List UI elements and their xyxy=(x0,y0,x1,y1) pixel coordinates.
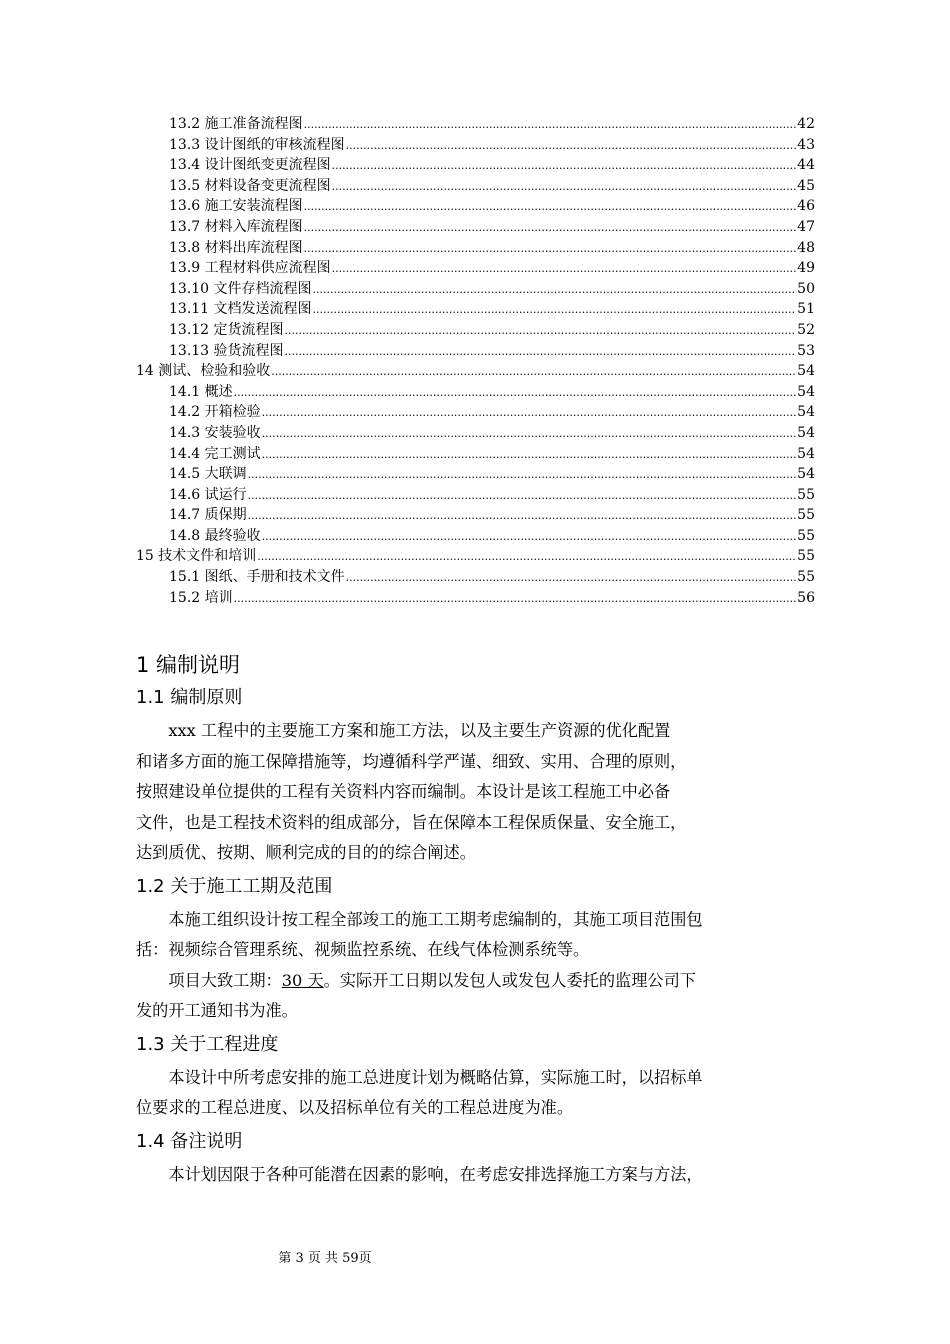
section-heading-1-4: 1.4 备注说明 xyxy=(136,1130,243,1152)
toc-entry-title: 13.9 工程材料供应流程图 xyxy=(169,260,331,277)
para-line: 发的开工通知书为准。 xyxy=(136,1001,298,1020)
toc-entry[interactable] xyxy=(136,195,815,216)
paragraph-1-4 xyxy=(136,1160,818,1191)
para-text: 。实际开工日期以发包人或发包人委托的监理公司下 xyxy=(323,970,696,990)
toc-entry-page: 54 xyxy=(797,466,815,483)
toc-leader-dots xyxy=(332,178,797,194)
para-line: 本施工组织设计按工程全部竣工的施工工期考虑编制的，其施工项目范围包 xyxy=(168,909,703,929)
toc-leader-dots xyxy=(285,343,797,359)
toc-entry[interactable] xyxy=(136,175,815,196)
toc-entry-title: 14.3 安装验收 xyxy=(169,424,261,441)
toc-entry-page: 42 xyxy=(797,116,815,132)
toc-entry[interactable] xyxy=(136,257,815,278)
toc-entry-page: 55 xyxy=(797,569,815,586)
toc-entry[interactable] xyxy=(136,401,815,422)
toc-leader-dots xyxy=(285,322,797,338)
para-line: 位要求的工程总进度、以及招标单位有关的工程总进度为准。 xyxy=(136,1098,574,1117)
toc-entry-title: 13.8 材料出库流程图 xyxy=(169,239,303,256)
toc-entry-title: 14.4 完工测试 xyxy=(169,445,261,462)
toc-entry-page: 55 xyxy=(797,507,815,524)
toc-entry[interactable] xyxy=(136,340,815,361)
toc-entry-title: 14.8 最终验收 xyxy=(169,527,261,544)
toc-entry[interactable] xyxy=(136,566,815,587)
toc-entry-page: 54 xyxy=(797,363,815,380)
toc-entry[interactable] xyxy=(136,237,815,258)
toc-entry-page: 50 xyxy=(797,280,815,297)
toc-leader-dots xyxy=(313,301,797,317)
toc-entry-title: 14 测试、检验和验收 xyxy=(136,363,271,380)
toc-entry-title: 13.7 材料入库流程图 xyxy=(169,218,303,235)
toc-entry-title: 14.6 试运行 xyxy=(169,486,247,503)
para-line: 达到质优、按期、顺利完成的目的的综合阐述。 xyxy=(136,843,476,862)
toc-leader-dots xyxy=(304,219,797,235)
toc-entry-title: 13.4 设计图纸变更流程图 xyxy=(169,157,331,174)
toc-leader-dots xyxy=(234,384,797,400)
toc-entry[interactable] xyxy=(136,298,815,319)
para-line: 和诸多方面的施工保障措施等，均遵循科学严谨、细致、实用、合理的原则， xyxy=(136,751,687,771)
toc-entry-page: 53 xyxy=(797,342,815,359)
toc-leader-dots xyxy=(332,157,797,173)
document-body xyxy=(136,646,818,1190)
toc-entry-title: 13.3 设计图纸的审核流程图 xyxy=(169,136,345,153)
toc-leader-dots xyxy=(248,487,797,503)
toc-entry-page: 46 xyxy=(797,198,815,215)
toc-leader-dots xyxy=(346,569,797,585)
section-heading-1: 1 编制说明 xyxy=(136,653,241,677)
toc-entry-page: 54 xyxy=(797,445,815,462)
toc-entry-title: 13.5 材料设备变更流程图 xyxy=(169,177,331,194)
toc-entry-page: 47 xyxy=(797,218,815,235)
toc-entry-title: 13.6 施工安装流程图 xyxy=(169,198,303,215)
toc-leader-dots xyxy=(313,281,797,297)
toc-leader-dots xyxy=(346,137,797,153)
para-text: 项目大致工期： xyxy=(168,970,282,990)
toc-leader-dots xyxy=(304,116,797,132)
paragraph-1-3 xyxy=(136,1063,818,1124)
toc-entry-page: 52 xyxy=(797,321,815,338)
toc-entry[interactable] xyxy=(136,278,815,299)
toc-entry[interactable] xyxy=(136,319,815,340)
toc-entry[interactable] xyxy=(136,587,815,608)
toc-entry-title: 14.2 开箱检验 xyxy=(169,404,261,421)
toc-entry[interactable] xyxy=(136,134,815,155)
para-line: 文件，也是工程技术资料的组成部分，旨在保障本工程保质保量、安全施工， xyxy=(136,812,687,832)
toc-entry-page: 51 xyxy=(797,301,815,318)
toc-entry-page: 43 xyxy=(797,136,815,153)
toc-entry-page: 55 xyxy=(797,548,815,565)
toc-leader-dots xyxy=(234,590,797,606)
toc-entry[interactable] xyxy=(136,381,815,402)
toc-entry-page: 56 xyxy=(797,589,815,606)
para-line: 本计划因限于各种可能潜在因素的影响，在考虑安排选择施工方案与方法， xyxy=(168,1164,703,1184)
para-line: 本设计中所考虑安排的施工总进度计划为概略估算，实际施工时，以招标单 xyxy=(168,1067,703,1087)
toc-entry[interactable] xyxy=(136,360,815,381)
toc-entry[interactable] xyxy=(136,443,815,464)
toc-entry-page: 45 xyxy=(797,177,815,194)
toc-leader-dots xyxy=(248,466,797,482)
toc-entry[interactable] xyxy=(136,422,815,443)
toc-entry-title: 13.2 施工准备流程图 xyxy=(169,116,303,132)
toc-entry[interactable] xyxy=(136,113,815,134)
toc-entry-page: 54 xyxy=(797,404,815,421)
toc-entry-title: 13.10 文件存档流程图 xyxy=(169,280,312,297)
toc-leader-dots xyxy=(332,260,797,276)
toc-entry[interactable] xyxy=(136,545,815,566)
toc-entry-page: 44 xyxy=(797,157,815,174)
section-heading-1-1: 1.1 编制原则 xyxy=(136,687,243,708)
toc-leader-dots xyxy=(304,240,797,256)
para-line: 括：视频综合管理系统、视频监控系统、在线气体检测系统等。 xyxy=(136,940,590,959)
toc-entry-page: 55 xyxy=(797,527,815,544)
toc-leader-dots xyxy=(257,548,796,564)
toc-entry[interactable] xyxy=(136,484,815,505)
toc-entry-page: 54 xyxy=(797,424,815,441)
toc-entry-page: 49 xyxy=(797,260,815,277)
toc-leader-dots xyxy=(248,507,797,523)
toc-entry[interactable] xyxy=(136,216,815,237)
toc-entry[interactable] xyxy=(136,504,815,525)
page-footer: 第 3 页 共 59页 xyxy=(278,1251,372,1266)
toc-entry-title: 13.11 文档发送流程图 xyxy=(169,301,312,318)
toc-leader-dots xyxy=(262,425,797,441)
toc-entry-title: 15.1 图纸、手册和技术文件 xyxy=(169,569,345,586)
para-line: xxx 工程中的主要施工方案和施工方法，以及主要生产资源的优化配置 xyxy=(168,721,671,740)
toc-entry-title: 14.1 概述 xyxy=(169,383,233,400)
toc-entry-title: 13.12 定货流程图 xyxy=(169,321,284,338)
paragraph-1-1 xyxy=(136,716,818,869)
toc-entry[interactable] xyxy=(136,154,815,175)
toc-entry-title: 14.7 质保期 xyxy=(169,507,247,524)
para-line: 按照建设单位提供的工程有关资料内容而编制。本设计是该工程施工中必备 xyxy=(136,782,671,801)
toc-entry-title: 15 技术文件和培训 xyxy=(136,548,257,565)
paragraph-1-2-b xyxy=(136,966,818,1027)
toc-entry-page: 55 xyxy=(797,486,815,503)
toc-leader-dots xyxy=(262,446,797,462)
toc-entry-title: 15.2 培训 xyxy=(169,589,233,606)
table-of-contents xyxy=(136,113,815,607)
toc-entry-title: 14.5 大联调 xyxy=(169,466,247,483)
duration-value: 30 天 xyxy=(281,970,324,990)
toc-entry-title: 13.13 验货流程图 xyxy=(169,342,284,359)
toc-entry[interactable] xyxy=(136,525,815,546)
toc-leader-dots xyxy=(262,528,797,544)
toc-leader-dots xyxy=(262,404,797,420)
toc-leader-dots xyxy=(304,198,797,214)
toc-entry-page: 54 xyxy=(797,383,815,400)
toc-entry[interactable] xyxy=(136,463,815,484)
paragraph-1-2-a xyxy=(136,905,818,966)
section-heading-1-3: 1.3 关于工程进度 xyxy=(136,1033,279,1055)
toc-entry-page: 48 xyxy=(797,239,815,256)
section-heading-1-2: 1.2 关于施工工期及范围 xyxy=(136,875,333,897)
toc-leader-dots xyxy=(271,363,796,379)
